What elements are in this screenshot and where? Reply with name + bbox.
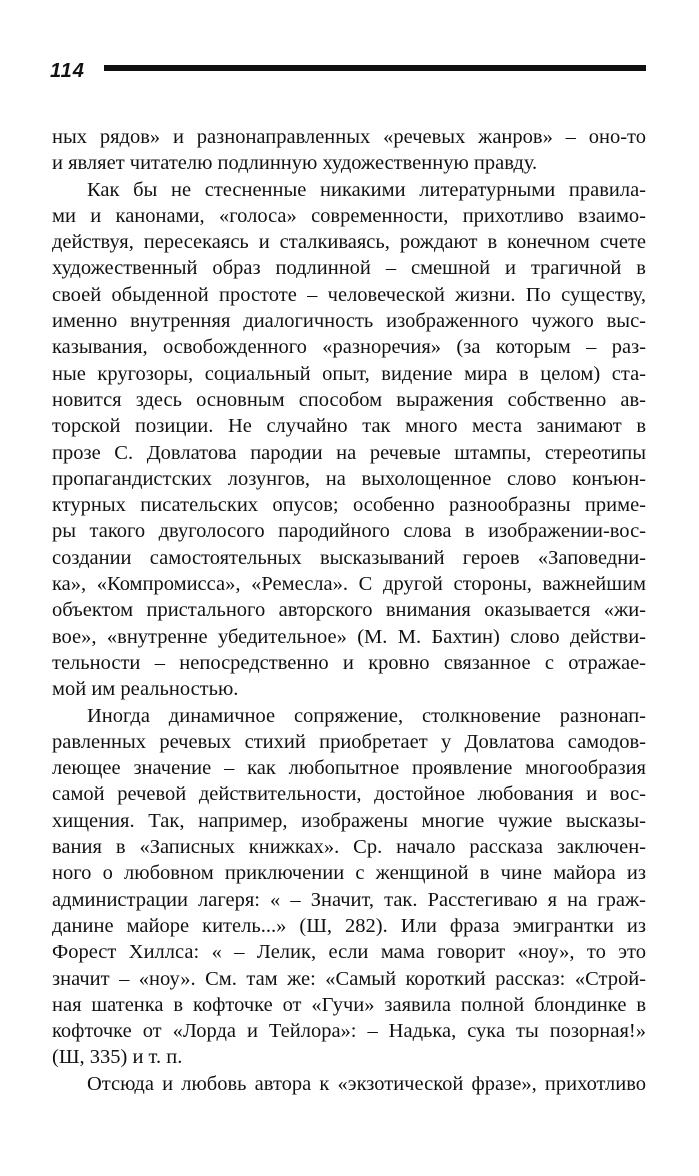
text-line: и являет читателю подлинную художественную правду. bbox=[52, 152, 538, 175]
text-line: Отсюда и любовь автора к «экзотической фразе», прихотливо bbox=[87, 1072, 646, 1095]
text-line: Как бы не стесненные никакими литературными правила- bbox=[87, 178, 646, 201]
text-line: художественный образ подлинной – смешной и трагичной в bbox=[52, 257, 646, 280]
text-line: тельности – непосредственно и кровно связанное с отражае- bbox=[52, 651, 646, 674]
text-line: ка», «Компромисса», «Ремесла». С другой стороны, важнейшим bbox=[52, 573, 646, 596]
text-line: мой им реальностью. bbox=[52, 678, 239, 701]
page-number: 114 bbox=[50, 60, 85, 82]
text-line: ная шатенка в кофточке от «Гучи» заявила полной блондинке в bbox=[52, 993, 646, 1016]
text-line: действуя, пересекаясь и сталкиваясь, рождают в конечном счете bbox=[52, 231, 646, 254]
text-line: вания в «Записных книжках». Ср. начало рассказа заключен- bbox=[52, 836, 646, 859]
text-line: значит – «ноу». См. там же: «Самый короткий рассказ: «Строй- bbox=[52, 967, 646, 990]
text-line: объектом пристального авторского внимания оказывается «жи- bbox=[52, 599, 646, 622]
text-line: Иногда динамичное сопряжение, столкновение разнонап- bbox=[87, 704, 646, 727]
text-line: хищения. Так, например, изображены многие чужие высказы- bbox=[52, 809, 646, 832]
text-line: равленных речевых стихий приобретает у Довлатова самодов- bbox=[52, 730, 646, 753]
text-line: (Ш, 335) и т. п. bbox=[52, 1046, 183, 1069]
text-line: создании самостоятельных высказываний героев «Заповедни- bbox=[52, 546, 646, 569]
text-line: Форест Хиллса: « – Лелик, если мама говорит «ноу», то это bbox=[52, 941, 646, 964]
text-line: ных рядов» и разнонаправленных «речевых жанров» – оно-то bbox=[52, 126, 646, 148]
body-text bbox=[52, 124, 646, 1097]
page-header bbox=[50, 58, 646, 84]
text-line: прозе С. Довлатова пародии на речевые штампы, стереотипы bbox=[52, 441, 646, 464]
header-rule bbox=[104, 65, 646, 71]
text-line: своей обыденной простоте – человеческой жизни. По существу, bbox=[52, 283, 646, 306]
text-line: казывания, освобожденного «разноречия» (за которым – раз- bbox=[52, 336, 646, 359]
text-line: администрации лагеря: « – Значит, так. Расстегиваю я на граж- bbox=[52, 888, 646, 911]
text-line: ные кругозоры, социальный опыт, видение мира в целом) ста- bbox=[52, 362, 646, 385]
text-line: ного о любовном приключении с женщиной в чине майора из bbox=[52, 862, 646, 885]
text-line: ктурных писательских опусов; особенно разнообразны приме- bbox=[52, 494, 646, 517]
text-line: именно внутренняя диалогичность изображенного чужого выс- bbox=[52, 310, 646, 333]
text-line: ры такого двуголосого пародийного слова в изображении-вос- bbox=[52, 520, 646, 543]
text-line: данине майоре китель...» (Ш, 282). Или фраза эмигрантки из bbox=[52, 914, 646, 937]
text-line: торской позиции. Не случайно так много места занимают в bbox=[52, 415, 646, 438]
text-line: самой речевой действительности, достойное любования и вос- bbox=[52, 783, 646, 806]
text-line: кофточке от «Лорда и Тейлора»: – Надька, сука ты позорная!» bbox=[52, 1020, 646, 1043]
text-line: ми и канонами, «голоса» современности, прихотливо взаимо- bbox=[52, 204, 646, 227]
text-line: вое», «внутренне убедительное» (М. М. Бахтин) слово действи- bbox=[52, 625, 646, 648]
text-line: новится здесь основным способом выражения собственно ав- bbox=[52, 388, 646, 411]
text-line: леющее значение – как любопытное проявление многообразия bbox=[52, 757, 646, 780]
text-line: пропагандистских лозунгов, на выхолощенное слово конъюн- bbox=[52, 467, 646, 490]
